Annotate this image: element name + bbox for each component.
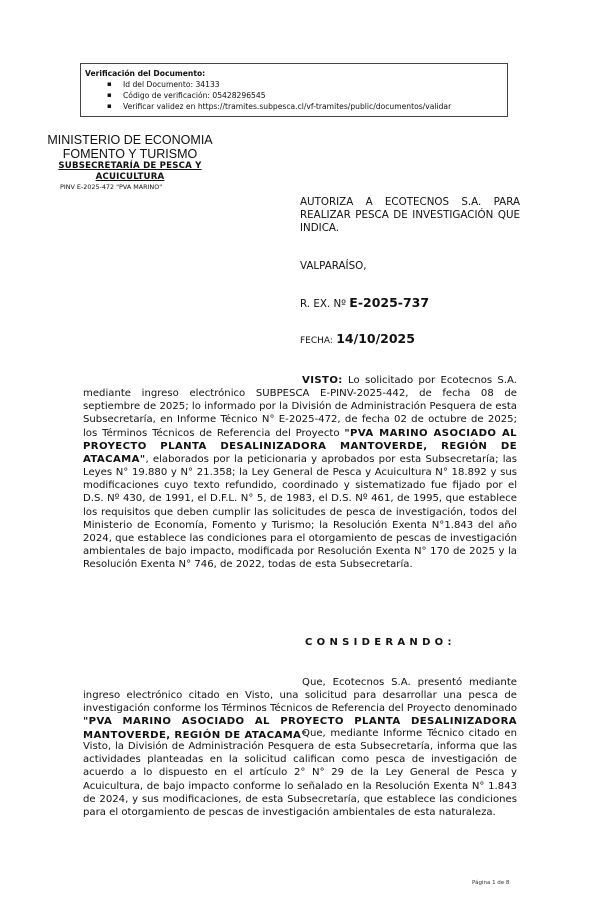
- fecha-label: FECHA:: [300, 336, 333, 346]
- page-number: Página 1 de 8: [472, 880, 510, 886]
- document-id: ▪ Id del Documento: 34133: [107, 79, 503, 90]
- visto-text-2: , elaborados por la peticionaria y aprobados por esta Subsecretaría; las Leyes N° 19.880 y N° 21.358; la Ley General de Pesca y Acuicultura N° 18.892 y sus modificaciones cuyo texto refundido, coordinado y sistematizado fue fijado por el D.S. Nº 430, de 1991, el D.F.L. N° 5, de 1983, el D.S. Nº 461, de 1995, que establece los requisitos que deben cumplir las solicitudes de pesca de investigación, todos del Ministerio de Economía, Fomento y Turismo; la Resolución Exenta N°1.843 del año 2024, que establece las condiciones para el otorgamiento de pescas de investigación ambientales de bajo impacto, modificada por Resolución Exenta N° 170 de 2025 y la Resolución Exenta N° 746, de 2022, todas de esta Subsecretaría.: [83, 453, 517, 571]
- verification-box: [80, 63, 508, 117]
- fecha-value: 14/10/2025: [336, 331, 415, 346]
- considerando-1-project-name: "PVA MARINO ASOCIADO AL PROYECTO PLANTA DESALINIZADORA MANTOVERDE, REGIÓN DE ATACAMA": [83, 716, 517, 741]
- visto-project-name: "PVA MARINO ASOCIADO AL PROYECTO PLANTA DESALINIZADORA MANTOVERDE, REGIÓN DE ATACAMA": [83, 427, 517, 465]
- resolution-city: VALPARAÍSO,: [300, 260, 367, 272]
- verification-list: [85, 79, 503, 112]
- ministry-header: [30, 133, 230, 192]
- rex-label: R. EX. Nº: [300, 298, 346, 310]
- verification-title: Verificación del Documento:: [85, 69, 206, 78]
- ministry-name-line2: FOMENTO Y TURISMO: [62, 147, 198, 161]
- considerando-1-text: Que, Ecotecnos S.A. presentó mediante ingreso electrónico citado en Visto, una solicitud para desarrollar una pesca de investigación conforme los Términos Técnicos de Referencia del Proyecto denominado: [83, 677, 517, 715]
- subsecretaria-line1: SUBSECRETARÍA DE PESCA Y: [58, 161, 202, 171]
- resolution-date: [300, 332, 520, 348]
- visto-paragraph: [83, 374, 517, 571]
- visto-section: [83, 374, 517, 571]
- rex-number: E-2025-737: [349, 295, 430, 310]
- verification-url[interactable]: ▪ Verificar validez en https://tramites.subpesca.cl/vf-tramites/public/documentos/validar: [107, 101, 503, 112]
- subsecretaria-line2: ACUICULTURA: [95, 172, 165, 182]
- resolution-number: [300, 296, 520, 311]
- resolution-title: AUTORIZA A ECOTECNOS S.A. PARA REALIZAR PESCA DE INVESTIGACIÓN QUE INDICA.: [300, 196, 520, 234]
- verification-code: ▪ Código de verificación: 05428296545: [107, 90, 503, 101]
- visto-text-1: Lo solicitado por Ecotecnos S.A. mediante ingreso electrónico SUBPESCA E-PINV-2025-442, de fecha 08 de septiembre de 2025; lo informado por la División de Administración Pesquera de esta Subsecretaría, en Informe Técnico N° E-2025-472, de fecha 02 de octubre de 2025; los Términos Técnicos de Referencia del Proyecto: [83, 375, 517, 439]
- ministry-name-line1: MINISTERIO DE ECONOMIA: [47, 133, 213, 147]
- considerando-heading: CONSIDERANDO:: [305, 637, 456, 648]
- considerando-2-text: Que, mediante Informe Técnico citado en Visto, la División de Administración Pesquera de esta Subsecretaría, informa que las actividades planteadas en la solicitud califican como pesca de investigación de acuerdo a lo dispuesto en el artículo 2° N° 29 de la Ley General de Pesca y Acuicultura, de bajo impacto conforme lo señalado en la Resolución Exenta N° 1.843 de 2024, y sus modificaciones, de esta Subsecretaría, que establece las condiciones para el otorgamiento de pescas de investigación ambientales de esta naturaleza.: [83, 728, 517, 818]
- considerando-item-2: [83, 727, 517, 819]
- considerando-paragraph-2: [83, 727, 517, 819]
- visto-label: VISTO:: [302, 375, 343, 386]
- project-reference: PINV E-2025-472 "PVA MARINO": [60, 183, 163, 191]
